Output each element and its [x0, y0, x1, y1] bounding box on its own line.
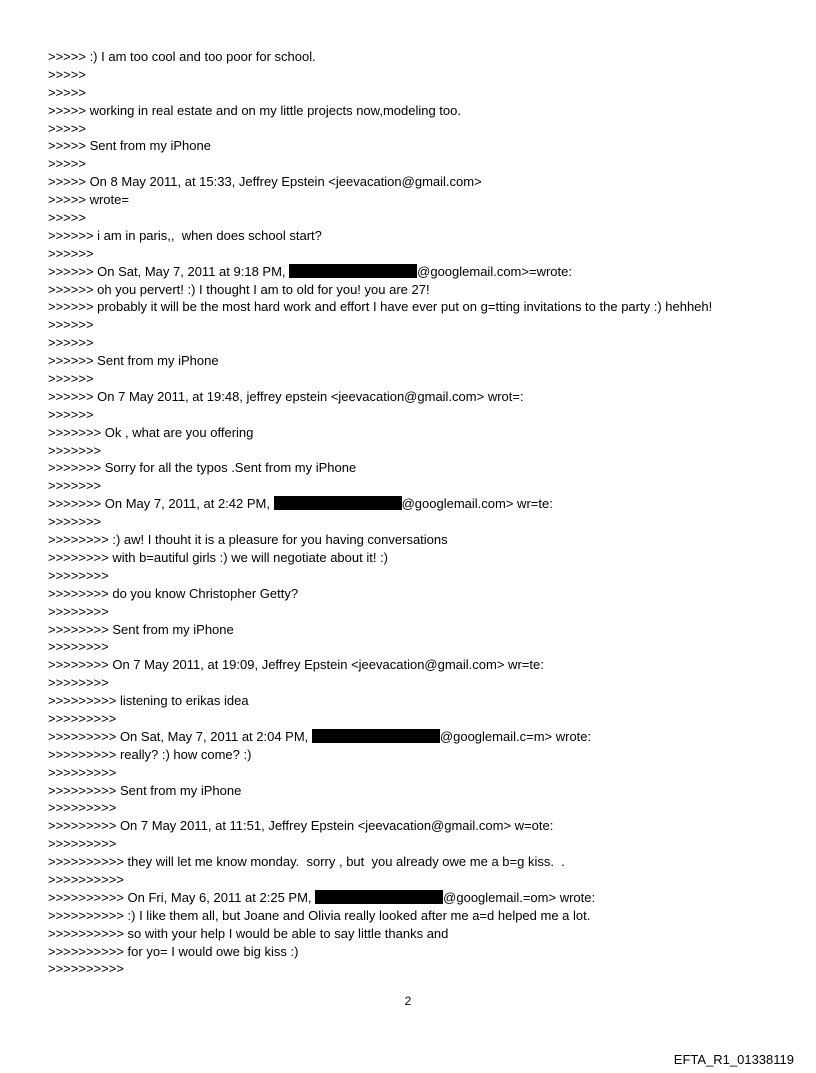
text-line: >>>>> :) I am too cool and too poor for school. — [48, 49, 316, 64]
text-line-before-redaction: >>>>>>>>>> On Fri, May 6, 2011 at 2:25 PM, — [48, 889, 316, 905]
email-thread-text — [48, 48, 808, 978]
text-line: >>>>> wrote= — [48, 192, 129, 208]
text-line: >>>>>>>> — [48, 675, 109, 691]
text-line: >>>>>>>>>> — [48, 961, 124, 977]
text-line: >>>>> — [48, 210, 86, 226]
text-line: >>>>>>>> :) aw! I thouht it is a pleasure for you having conversations — [48, 532, 448, 548]
text-line: >>>>>> i am in paris,, when does school start? — [48, 227, 322, 243]
text-line: >>>>>>>>>> for yo= I would owe big kiss :) — [48, 943, 299, 959]
text-line: >>>>>>> Sorry for all the typos .Sent from my iPhone — [48, 460, 357, 476]
text-line: >>>>>>>>>> so with your help I would be able to say little thanks and — [48, 925, 449, 941]
text-line: >>>>>>>>> — [48, 764, 117, 780]
text-line: >>>>>>>>> — [48, 836, 117, 852]
text-line: >>>>> On 8 May 2011, at 15:33, Jeffrey Epstein <jeevacation@gmail.com> — [48, 174, 482, 190]
text-line: >>>>>>>>>> — [48, 871, 124, 887]
text-line: >>>>>>>>> On 7 May 2011, at 11:51, Jeffrey Epstein <jeevacation@gmail.com> w=ote: — [48, 818, 554, 834]
text-line-before-redaction: >>>>>> On Sat, May 7, 2011 at 9:18 PM, — [48, 263, 290, 279]
text-line: >>>>>>> — [48, 478, 102, 494]
text-line: >>>>>>>>>> they will let me know monday. sorry , but you already owe me a b=g kiss. . — [48, 854, 565, 870]
text-line-after-redaction: @googlemail.=om> wrote: — [443, 889, 596, 905]
text-line: >>>>>> oh you pervert! :) I thought I am to old for you! you are 27! — [48, 281, 430, 297]
redaction-box — [312, 729, 440, 743]
text-line: >>>>>>>> Sent from my iPhone — [48, 621, 234, 637]
text-line: >>>>>>> Ok , what are you offering — [48, 424, 254, 440]
text-line: >>>>>> — [48, 317, 94, 333]
text-line: >>>>> — [48, 84, 86, 100]
text-line: >>>>>>>>> really? :) how come? :) — [48, 746, 252, 762]
text-line-after-redaction: @googlemail.c=m> wrote: — [439, 728, 592, 744]
text-line: >>>>> — [48, 66, 86, 82]
text-line: >>>>> working in real estate and on my little projects now,modeling too. — [48, 102, 461, 118]
text-line: >>>>>> probably it will be the most hard work and effort I have ever put on g=tting invitations to the party :) hehheh! — [48, 299, 713, 315]
text-line: >>>>> Sent from my iPhone — [48, 138, 211, 154]
text-line: >>>>>>>> do you know Christopher Getty? — [48, 585, 299, 601]
text-line: >>>>>>> — [48, 442, 102, 458]
text-line: >>>>>> — [48, 335, 94, 351]
text-line: >>>>>>>> with b=autiful girls :) we will negotiate about it! :) — [48, 549, 389, 565]
page-number: 2 — [404, 994, 412, 1008]
text-line-before-redaction: >>>>>>>>> On Sat, May 7, 2011 at 2:04 PM, — [48, 728, 312, 744]
redaction-box — [315, 890, 443, 904]
text-line: >>>>> — [48, 156, 86, 172]
document-id: EFTA_R1_01338119 — [673, 1052, 794, 1067]
text-line: >>>>>>>>>> :) I like them all, but Joane and Olivia really looked after me a=d helped me a lot. — [48, 907, 591, 923]
text-line: >>>>>>>>> listening to erikas idea — [48, 693, 249, 709]
redaction-box — [274, 496, 402, 510]
text-line-before-redaction: >>>>>>> On May 7, 2011, at 2:42 PM, — [48, 496, 274, 512]
text-line: >>>>>> — [48, 406, 94, 422]
text-line: >>>>>>>> — [48, 639, 109, 655]
text-line — [48, 728, 808, 746]
text-line: >>>>>> On 7 May 2011, at 19:48, jeffrey epstein <jeevacation@gmail.com> wrot=: — [48, 388, 524, 404]
text-line-after-redaction: @googlemail.com>=wrote: — [417, 263, 572, 279]
text-line: >>>>>>>> On 7 May 2011, at 19:09, Jeffrey Epstein <jeevacation@gmail.com> wr=te: — [48, 657, 544, 673]
redaction-box — [289, 264, 417, 278]
text-line: >>>>>>>>> — [48, 710, 117, 726]
text-line: >>>>>>>> — [48, 603, 109, 619]
text-line — [48, 263, 808, 281]
text-line: >>>>> — [48, 120, 86, 136]
text-line: >>>>>> Sent from my iPhone — [48, 353, 219, 369]
text-line: >>>>>>> — [48, 514, 102, 530]
text-line-after-redaction: @googlemail.com> wr=te: — [401, 496, 553, 512]
text-line — [48, 495, 808, 513]
text-line: >>>>>> — [48, 371, 94, 387]
text-line — [48, 889, 808, 907]
text-line: >>>>>>>>> Sent from my iPhone — [48, 782, 242, 798]
text-line: >>>>>>>> — [48, 567, 109, 583]
text-line: >>>>>>>>> — [48, 800, 117, 816]
text-line: >>>>>> — [48, 245, 94, 261]
